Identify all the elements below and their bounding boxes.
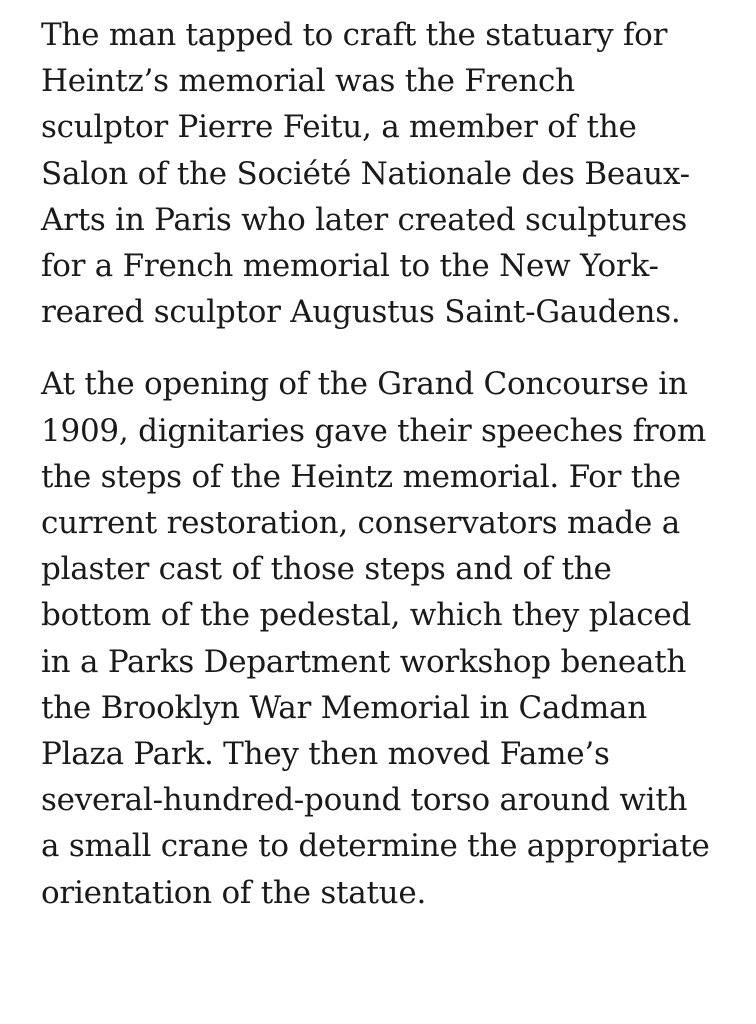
text-line: Arts in Paris who later created sculptures (41, 201, 687, 238)
text-line: current restoration, conservators made a (41, 505, 680, 542)
text-line: 1909, dignitaries gave their speeches from (41, 412, 706, 449)
article-body (41, 12, 731, 916)
text-line: bottom of the pedestal, which they placed (41, 597, 692, 634)
text-line: the steps of the Heintz memorial. For the (41, 458, 681, 495)
text-line: sculptor Pierre Feitu, a member of the (41, 109, 637, 146)
text-line: a small crane to determine the appropriate (41, 828, 710, 865)
text-line: At the opening of the Grand Concourse in (41, 366, 688, 403)
text-line: The man tapped to craft the statuary for (41, 17, 668, 53)
text-line: Salon of the Société Nationale des Beaux- (41, 155, 690, 192)
text-line: plaster cast of those steps and of the (41, 551, 612, 588)
text-line: several-hundred-pound torso around with (41, 782, 688, 819)
paragraph-2 (41, 361, 731, 915)
text-line: for a French memorial to the New York- (41, 248, 659, 285)
text-line: Plaza Park. They then moved Fame’s (41, 736, 610, 773)
paragraph-1 (41, 12, 731, 335)
text-line: orientation of the statue. (41, 874, 427, 911)
text-line: Heintz’s memorial was the French (41, 63, 575, 100)
text-line: reared sculptor Augustus Saint-Gaudens. (41, 294, 681, 331)
text-line: the Brooklyn War Memorial in Cadman (41, 689, 647, 726)
text-line: in a Parks Department workshop beneath (41, 643, 687, 680)
